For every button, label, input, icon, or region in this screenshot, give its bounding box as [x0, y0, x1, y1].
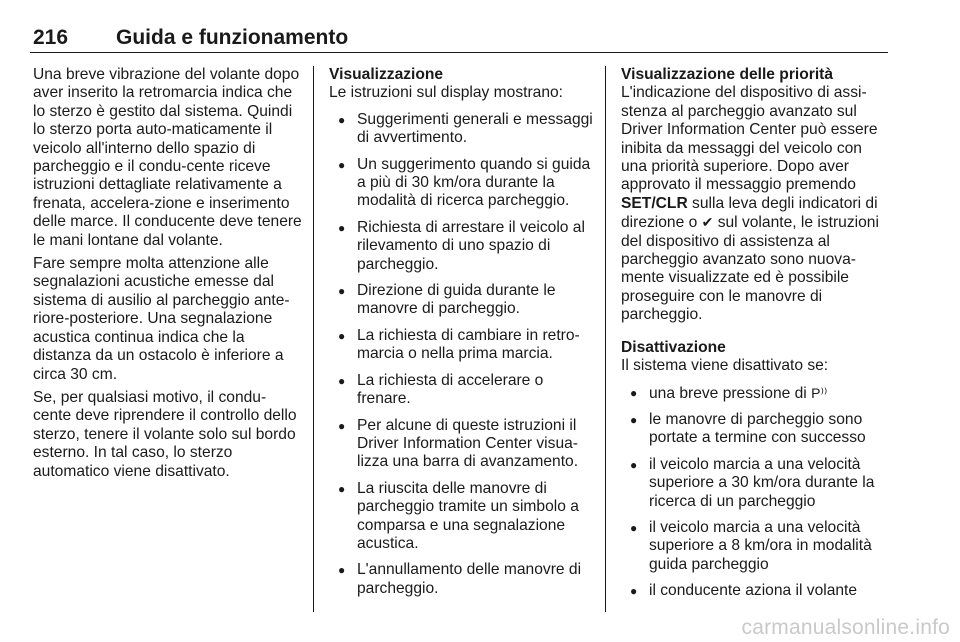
page-header — [30, 24, 888, 53]
text-run: una breve pressione di — [649, 384, 812, 402]
set-clr-label: SET/CLR — [621, 194, 688, 212]
list-item: ● il conducente aziona il volante — [621, 582, 889, 600]
page-title: Guida e funzionamento — [116, 26, 349, 49]
list-item: ● Un suggerimento quando si guida a più di 30 km/ora durante la modalità di ricerca parcheggio. — [329, 156, 594, 211]
list-item: ● Richiesta di arrestare il veicolo al rilevamento di uno spazio di parcheggio. — [329, 219, 594, 274]
section-heading-visualizzazione: Visualizzazione — [329, 66, 444, 83]
list-item: ● il veicolo marcia a una velocità superiore a 8 km/ora in modalità guida parcheggio — [621, 519, 889, 574]
text-run: sulla leva degli indicatori di direzione o — [621, 194, 878, 232]
section-intro: Le istruzioni sul display mostrano: — [329, 84, 564, 102]
column-left — [33, 66, 303, 486]
list-item: ● Per alcune di queste istruzioni il Driver Information Center visua-lizza una barra di avanzamento. — [329, 417, 594, 472]
section-intro: Il sistema viene disattivato se: — [621, 357, 829, 375]
instruction-list — [329, 111, 594, 598]
parking-assist-icon: P⁾⁾ — [811, 384, 828, 401]
column-divider — [605, 66, 606, 612]
check-icon: ✔ — [701, 214, 714, 231]
section-heading-priorita: Visualizzazione delle priorità — [621, 66, 834, 83]
paragraph: Una breve vibrazione del volante dopo aver inserito la retromarcia indica che lo sterzo è gestito dal sistema. Quindi lo sterzo porta auto-maticamente il veicolo all'interno dello spazio di parcheggio e il condu-cente riceve istruzioni dettagliate relativamente a frenata, accelera-zione e inserimento delle marce. Il conducente deve tenere le mani lontane dal volante. — [33, 66, 302, 249]
deactivation-list — [621, 384, 889, 601]
list-item: ● il veicolo marcia a una velocità superiore a 30 km/ora durante la ricerca di un parcheggio — [621, 456, 889, 511]
list-item: ● le manovre di parcheggio sono portate a termine con successo — [621, 411, 889, 448]
list-item: ● La richiesta di cambiare in retro-marcia o nella prima marcia. — [329, 327, 594, 364]
text-run: sul volante, le istruzioni del dispositivo di assistenza al parcheggio avanzato sono nuova-mente visualizzate ed è possibile proseguire con le manovre di parcheggio. — [621, 214, 879, 324]
list-item — [621, 384, 889, 403]
page-number: 216 — [33, 26, 69, 49]
column-middle — [329, 66, 594, 598]
text-run: L'indicazione del dispositivo di assi-stenza al parcheggio avanzato sul Driver Information Center può essere inibita da messaggi del veicolo con una priorità superiore. Dopo aver approvato il messaggio premendo — [621, 84, 878, 194]
watermark: carmanualsonline.info — [741, 616, 950, 639]
list-item: ● Direzione di guida durante le manovre di parcheggio. — [329, 282, 594, 319]
paragraph: Fare sempre molta attenzione alle segnalazioni acustiche emesse dal sistema di ausilio al parcheggio ante-riore-posteriore. Una segnalazione acustica continua indica che la distanza da un ostacolo è inferiore a circa 30 cm. — [33, 255, 290, 383]
list-item: ● La riuscita delle manovre di parcheggio tramite un simbolo a comparsa e una segnalazione acustica. — [329, 480, 594, 554]
section-heading-disattivazione: Disattivazione — [621, 338, 726, 356]
list-item: ● La richiesta di accelerare o frenare. — [329, 372, 594, 409]
paragraph: Se, per qualsiasi motivo, il condu-cente deve riprendere il controllo dello sterzo, tenere il volante solo sul bordo esterno. In tal caso, lo sterzo automatico viene disattivato. — [33, 388, 297, 480]
list-item: ● Suggerimenti generali e messaggi di avvertimento. — [329, 111, 594, 148]
column-right — [621, 66, 889, 601]
list-item: ● L'annullamento delle manovre di parcheggio. — [329, 561, 594, 598]
paragraph — [621, 84, 889, 324]
column-divider — [313, 66, 314, 612]
